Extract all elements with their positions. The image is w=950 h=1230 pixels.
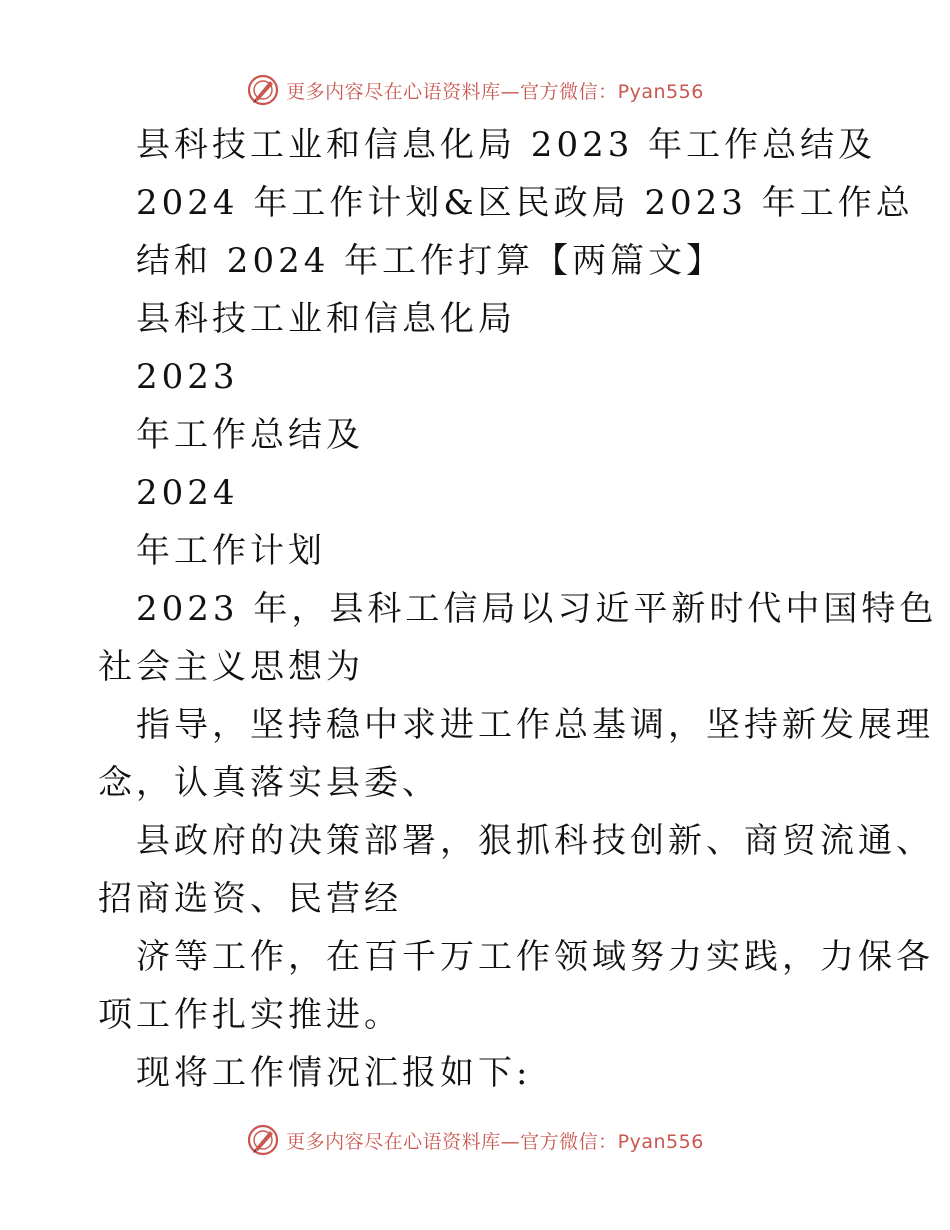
paragraph-line: 项工作扎实推进。 bbox=[98, 995, 402, 1035]
watermark-text: 更多内容尽在心语资料库—官方微信：Pyan556 bbox=[286, 1130, 704, 1153]
subtitle-line: 年工作总结及 bbox=[136, 415, 364, 455]
subtitle-line: 县科技工业和信息化局 bbox=[136, 299, 516, 339]
document-body bbox=[98, 116, 938, 1102]
paragraph-line: 现将工作情况汇报如下: bbox=[136, 1053, 532, 1093]
subtitle-line: 2023 bbox=[136, 357, 239, 397]
footer-watermark bbox=[0, 1120, 950, 1160]
paragraph-line: 指导，坚持稳中求进工作总基调，坚持新发展理 bbox=[136, 705, 934, 745]
watermark-text: 更多内容尽在心语资料库—官方微信：Pyan556 bbox=[286, 80, 704, 103]
paragraph-line: 济等工作，在百千万工作领域努力实践，力保各 bbox=[136, 937, 934, 977]
subtitle-line: 2024 bbox=[136, 473, 239, 513]
paragraph-line: 县政府的决策部署，狠抓科技创新、商贸流通、 bbox=[136, 821, 934, 861]
title-line: 2024 年工作计划&区民政局 2023 年工作总 bbox=[136, 183, 914, 223]
header-watermark-content bbox=[246, 73, 704, 107]
subtitle-line: 年工作计划 bbox=[136, 531, 326, 571]
title-line: 结和 2024 年工作打算【两篇文】 bbox=[136, 241, 725, 281]
paragraph-line: 念，认真落实县委、 bbox=[98, 763, 440, 803]
paragraph-line: 2023 年，县科工信局以习近平新时代中国特色 bbox=[136, 589, 938, 629]
header-watermark bbox=[0, 70, 950, 110]
pen-logo-icon bbox=[246, 1123, 280, 1157]
paragraph-line: 社会主义思想为 bbox=[98, 647, 364, 687]
footer-watermark-content bbox=[246, 1123, 704, 1157]
pen-logo-icon bbox=[246, 73, 280, 107]
paragraph-line: 招商选资、民营经 bbox=[98, 879, 402, 919]
title-line: 县科技工业和信息化局 2023 年工作总结及 bbox=[136, 125, 877, 165]
